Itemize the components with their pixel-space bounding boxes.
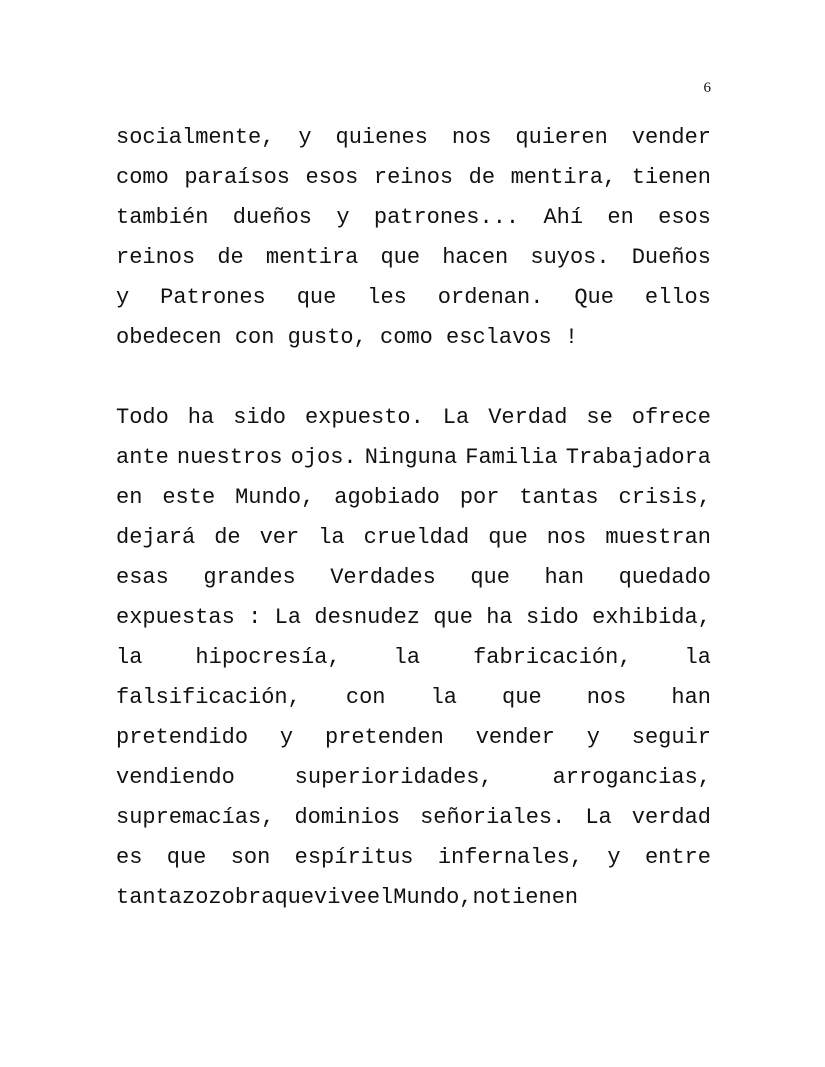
word: dueños <box>232 205 312 230</box>
word: vive <box>314 885 367 910</box>
word: verdad <box>631 805 711 830</box>
word: el <box>366 885 394 910</box>
word: ante <box>116 445 169 470</box>
word: Verdad <box>488 405 568 430</box>
word: mentira <box>265 245 359 270</box>
word: esos <box>658 205 711 230</box>
word: Mundo, <box>235 485 315 510</box>
word: Patrones <box>160 285 266 310</box>
text-line <box>116 518 711 558</box>
word: de <box>217 245 244 270</box>
word: señoriales. <box>420 805 566 830</box>
word: ha <box>187 405 215 430</box>
word: ordenan. <box>437 285 544 310</box>
word: en <box>116 485 143 510</box>
text-line <box>116 318 711 358</box>
word: de <box>468 165 496 190</box>
word: vendiendo <box>116 765 235 790</box>
word: expuestas <box>116 605 235 630</box>
paragraph <box>116 118 711 358</box>
word: son <box>230 845 271 870</box>
text-line <box>116 118 711 158</box>
paragraph-gap <box>116 358 711 398</box>
word: mentira, <box>510 165 617 190</box>
word: reinos <box>116 245 196 270</box>
word: Que <box>574 285 614 310</box>
word: expuesto. <box>304 405 424 430</box>
word: pretenden <box>324 725 444 750</box>
word: como <box>116 165 169 190</box>
word: La <box>442 405 470 430</box>
word: muestran <box>605 525 711 550</box>
word: nos <box>451 125 492 150</box>
word: sido <box>525 605 579 630</box>
word: paraísos <box>184 165 290 190</box>
word: falsificación, <box>116 685 301 710</box>
word: hacen <box>442 245 509 270</box>
word: la <box>318 525 345 550</box>
text-line <box>116 398 711 438</box>
word: La <box>585 805 612 830</box>
word: ha <box>486 605 513 630</box>
word: pretendido <box>116 725 249 750</box>
word: y <box>336 205 350 230</box>
word: que <box>488 525 528 550</box>
word: nos <box>546 525 587 550</box>
word: la <box>430 685 457 710</box>
text-line <box>116 238 711 278</box>
word: crisis, <box>618 485 711 510</box>
text-line <box>116 878 711 918</box>
word: que <box>274 885 315 910</box>
text-line <box>116 758 711 798</box>
word: : <box>248 605 262 630</box>
word: han <box>544 565 585 590</box>
word: han <box>671 685 711 710</box>
text-line <box>116 678 711 718</box>
word: espíritus <box>294 845 414 870</box>
word: que <box>166 845 207 870</box>
word: y <box>586 725 600 750</box>
word: que <box>433 605 473 630</box>
text-line <box>116 158 711 198</box>
word: que <box>470 565 510 590</box>
word: este <box>162 485 216 510</box>
word: tanta <box>116 885 183 910</box>
word: patrones... <box>373 205 520 230</box>
word: quieren <box>515 125 608 150</box>
word: Todo <box>116 405 169 430</box>
word: reinos <box>373 165 454 190</box>
text-line <box>116 718 711 758</box>
page-number: 6 <box>703 80 711 96</box>
word: socialmente, <box>116 125 275 150</box>
word: exhibida, <box>592 605 711 630</box>
word: obedecen con gusto, como esclavos ! <box>116 325 579 350</box>
word: nuestros <box>176 445 283 470</box>
text-line <box>116 638 711 678</box>
word: esas <box>116 565 169 590</box>
word: entre <box>644 845 711 870</box>
word: infernales, <box>437 845 584 870</box>
word: tantas <box>519 485 599 510</box>
word: y <box>116 285 130 310</box>
word: quienes <box>335 125 428 150</box>
word: por <box>459 485 500 510</box>
word: dejará <box>116 525 196 550</box>
word: superioridades, <box>294 765 493 790</box>
word: nos <box>586 685 627 710</box>
text-line <box>116 438 711 478</box>
word: Dueños <box>631 245 711 270</box>
paragraph <box>116 398 711 918</box>
text-line <box>116 278 711 318</box>
word: hipocresía, <box>195 645 341 670</box>
word: ver <box>259 525 300 550</box>
word: Ahí <box>543 205 584 230</box>
word: no <box>472 885 499 910</box>
word: tienen <box>498 885 579 910</box>
word: supremacías, <box>116 805 275 830</box>
text-line <box>116 838 711 878</box>
word: fabricación, <box>473 645 632 670</box>
word: suyos. <box>530 245 610 270</box>
word: agobiado <box>334 485 440 510</box>
word: ofrece <box>631 405 711 430</box>
word: ojos. <box>290 445 357 470</box>
word: desnudez <box>314 605 420 630</box>
text-line <box>116 478 711 518</box>
word: vender <box>631 125 711 150</box>
word: crueldad <box>363 525 470 550</box>
word: con <box>345 685 386 710</box>
word: arrogancias, <box>552 765 711 790</box>
word: dominios <box>294 805 401 830</box>
word: sido <box>233 405 286 430</box>
word: la <box>393 645 421 670</box>
word: esos <box>305 165 359 190</box>
word: y <box>298 125 312 150</box>
word: Ninguna <box>364 445 458 470</box>
word: en <box>607 205 634 230</box>
word: les <box>367 285 407 310</box>
text-line <box>116 798 711 838</box>
word: quedado <box>618 565 711 590</box>
word: seguir <box>631 725 711 750</box>
word: es <box>116 845 143 870</box>
word: Verdades <box>330 565 436 590</box>
word: y <box>279 725 294 750</box>
word: de <box>214 525 241 550</box>
word: La <box>274 605 302 630</box>
word: también <box>116 205 209 230</box>
word: ellos <box>644 285 711 310</box>
word: vender <box>475 725 555 750</box>
word: que <box>502 685 542 710</box>
word: se <box>586 405 613 430</box>
word: que <box>380 245 421 270</box>
text-line <box>116 598 711 638</box>
word: Familia <box>465 445 558 470</box>
word: Trabajadora <box>565 445 711 470</box>
word: que <box>296 285 337 310</box>
text-line <box>116 558 711 598</box>
word: tienen <box>631 165 711 190</box>
word: la <box>116 645 143 670</box>
word: zozobra <box>182 885 275 910</box>
word: grandes <box>203 565 296 590</box>
word: y <box>607 845 621 870</box>
text-line <box>116 198 711 238</box>
word: la <box>684 645 711 670</box>
body-text <box>116 118 711 918</box>
word: Mundo, <box>393 885 473 910</box>
